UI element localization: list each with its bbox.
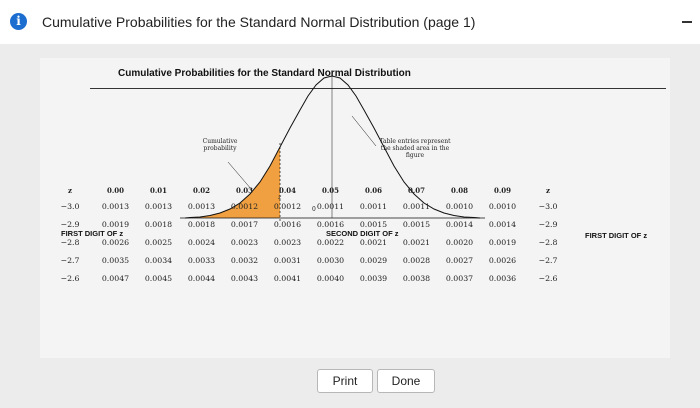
- cell: 0.0044: [187, 273, 216, 283]
- cell: 0.0043: [230, 273, 259, 283]
- second-digit-label: SECOND DIGIT OF z: [326, 229, 399, 238]
- z-value: −2.6: [538, 273, 558, 283]
- col-header: 0.02: [192, 185, 211, 195]
- cell: 0.0029: [359, 255, 388, 265]
- z-value: −2.7: [60, 255, 80, 265]
- cell: 0.0010: [445, 201, 474, 211]
- z-header-left: z: [68, 185, 72, 195]
- cell: 0.0012: [230, 201, 259, 211]
- z-value: −2.9: [538, 219, 558, 229]
- cell: 0.0037: [445, 273, 474, 283]
- cell: 0.0015: [359, 219, 388, 229]
- table-row: [46, 269, 572, 287]
- cell: 0.0021: [359, 237, 388, 247]
- cell: 0.0013: [144, 201, 173, 211]
- info-icon[interactable]: i: [10, 13, 27, 30]
- cell: 0.0045: [144, 273, 173, 283]
- col-header: 0.08: [450, 185, 469, 195]
- cell: 0.0047: [101, 273, 130, 283]
- first-digit-label-right: FIRST DIGIT OF z: [585, 231, 648, 240]
- first-digit-label-left: FIRST DIGIT OF z: [61, 229, 124, 238]
- cell: 0.0026: [488, 255, 517, 265]
- cell: 0.0017: [230, 219, 259, 229]
- cell: 0.0010: [488, 201, 517, 211]
- cell: 0.0028: [402, 255, 431, 265]
- cell: 0.0021: [402, 237, 431, 247]
- z-value: −2.6: [60, 273, 80, 283]
- cell: 0.0016: [316, 219, 345, 229]
- z-value: −2.7: [538, 255, 558, 265]
- table-entries-caption: Table entries represent the shaded area in the figure: [379, 138, 451, 159]
- cell: 0.0023: [273, 237, 302, 247]
- cell: 0.0011: [359, 201, 388, 211]
- title-bar: [0, 0, 700, 44]
- col-header: 0.06: [364, 185, 383, 195]
- cell: 0.0026: [101, 237, 130, 247]
- col-header: 0.01: [149, 185, 168, 195]
- cell: 0.0011: [402, 201, 431, 211]
- cell: 0.0039: [359, 273, 388, 283]
- cumulative-probability-caption: Cumulative probability: [202, 138, 238, 152]
- cell: 0.0038: [402, 273, 431, 283]
- z-value: −2.9: [60, 219, 80, 229]
- cell: 0.0027: [445, 255, 474, 265]
- col-header: 0.04: [278, 185, 297, 195]
- minimize-icon[interactable]: [682, 21, 692, 23]
- cell: 0.0034: [144, 255, 173, 265]
- cell: 0.0022: [316, 237, 345, 247]
- z-value: −2.8: [538, 237, 558, 247]
- zero-axis-label: 0: [312, 206, 316, 213]
- z-table: [46, 183, 572, 287]
- cell: 0.0024: [187, 237, 216, 247]
- cell: 0.0032: [230, 255, 259, 265]
- col-header: 0.03: [235, 185, 254, 195]
- table-row: [46, 197, 572, 215]
- table-row: [46, 251, 572, 269]
- cell: 0.0025: [144, 237, 173, 247]
- cell: 0.0036: [488, 273, 517, 283]
- cell: 0.0030: [316, 255, 345, 265]
- cell: 0.0019: [101, 219, 130, 229]
- z-value: −3.0: [538, 201, 558, 211]
- cell: 0.0041: [273, 273, 302, 283]
- document-heading: Cumulative Probabilities for the Standard Normal Distribution: [118, 68, 411, 79]
- col-header: 0.05: [321, 185, 340, 195]
- cell: 0.0012: [273, 201, 302, 211]
- col-header: 0.00: [106, 185, 125, 195]
- cell: 0.0031: [273, 255, 302, 265]
- z-axis-label: z: [278, 194, 282, 201]
- z-value: −2.8: [60, 237, 80, 247]
- table-row: [46, 215, 572, 233]
- window-title: Cumulative Probabilities for the Standard Normal Distribution (page 1): [42, 14, 476, 30]
- cell: 0.0023: [230, 237, 259, 247]
- col-header: 0.07: [407, 185, 426, 195]
- cell: 0.0015: [402, 219, 431, 229]
- cell: 0.0014: [445, 219, 474, 229]
- cell: 0.0020: [445, 237, 474, 247]
- z-value: −3.0: [60, 201, 80, 211]
- col-header: 0.09: [493, 185, 512, 195]
- cell: 0.0018: [144, 219, 173, 229]
- cell: 0.0013: [187, 201, 216, 211]
- cell: 0.0033: [187, 255, 216, 265]
- table-row: [46, 233, 572, 251]
- z-header-right: z: [546, 185, 550, 195]
- cell: 0.0014: [488, 219, 517, 229]
- cell: 0.0016: [273, 219, 302, 229]
- right-caption-pointer: [352, 116, 376, 146]
- cell: 0.0035: [101, 255, 130, 265]
- print-button[interactable]: Print: [317, 369, 373, 393]
- cell: 0.0018: [187, 219, 216, 229]
- cell: 0.0013: [101, 201, 130, 211]
- cell: 0.0019: [488, 237, 517, 247]
- cell: 0.0040: [316, 273, 345, 283]
- done-button[interactable]: Done: [377, 369, 435, 393]
- table-header-row: [46, 183, 572, 197]
- cell: 0.0011: [316, 201, 345, 211]
